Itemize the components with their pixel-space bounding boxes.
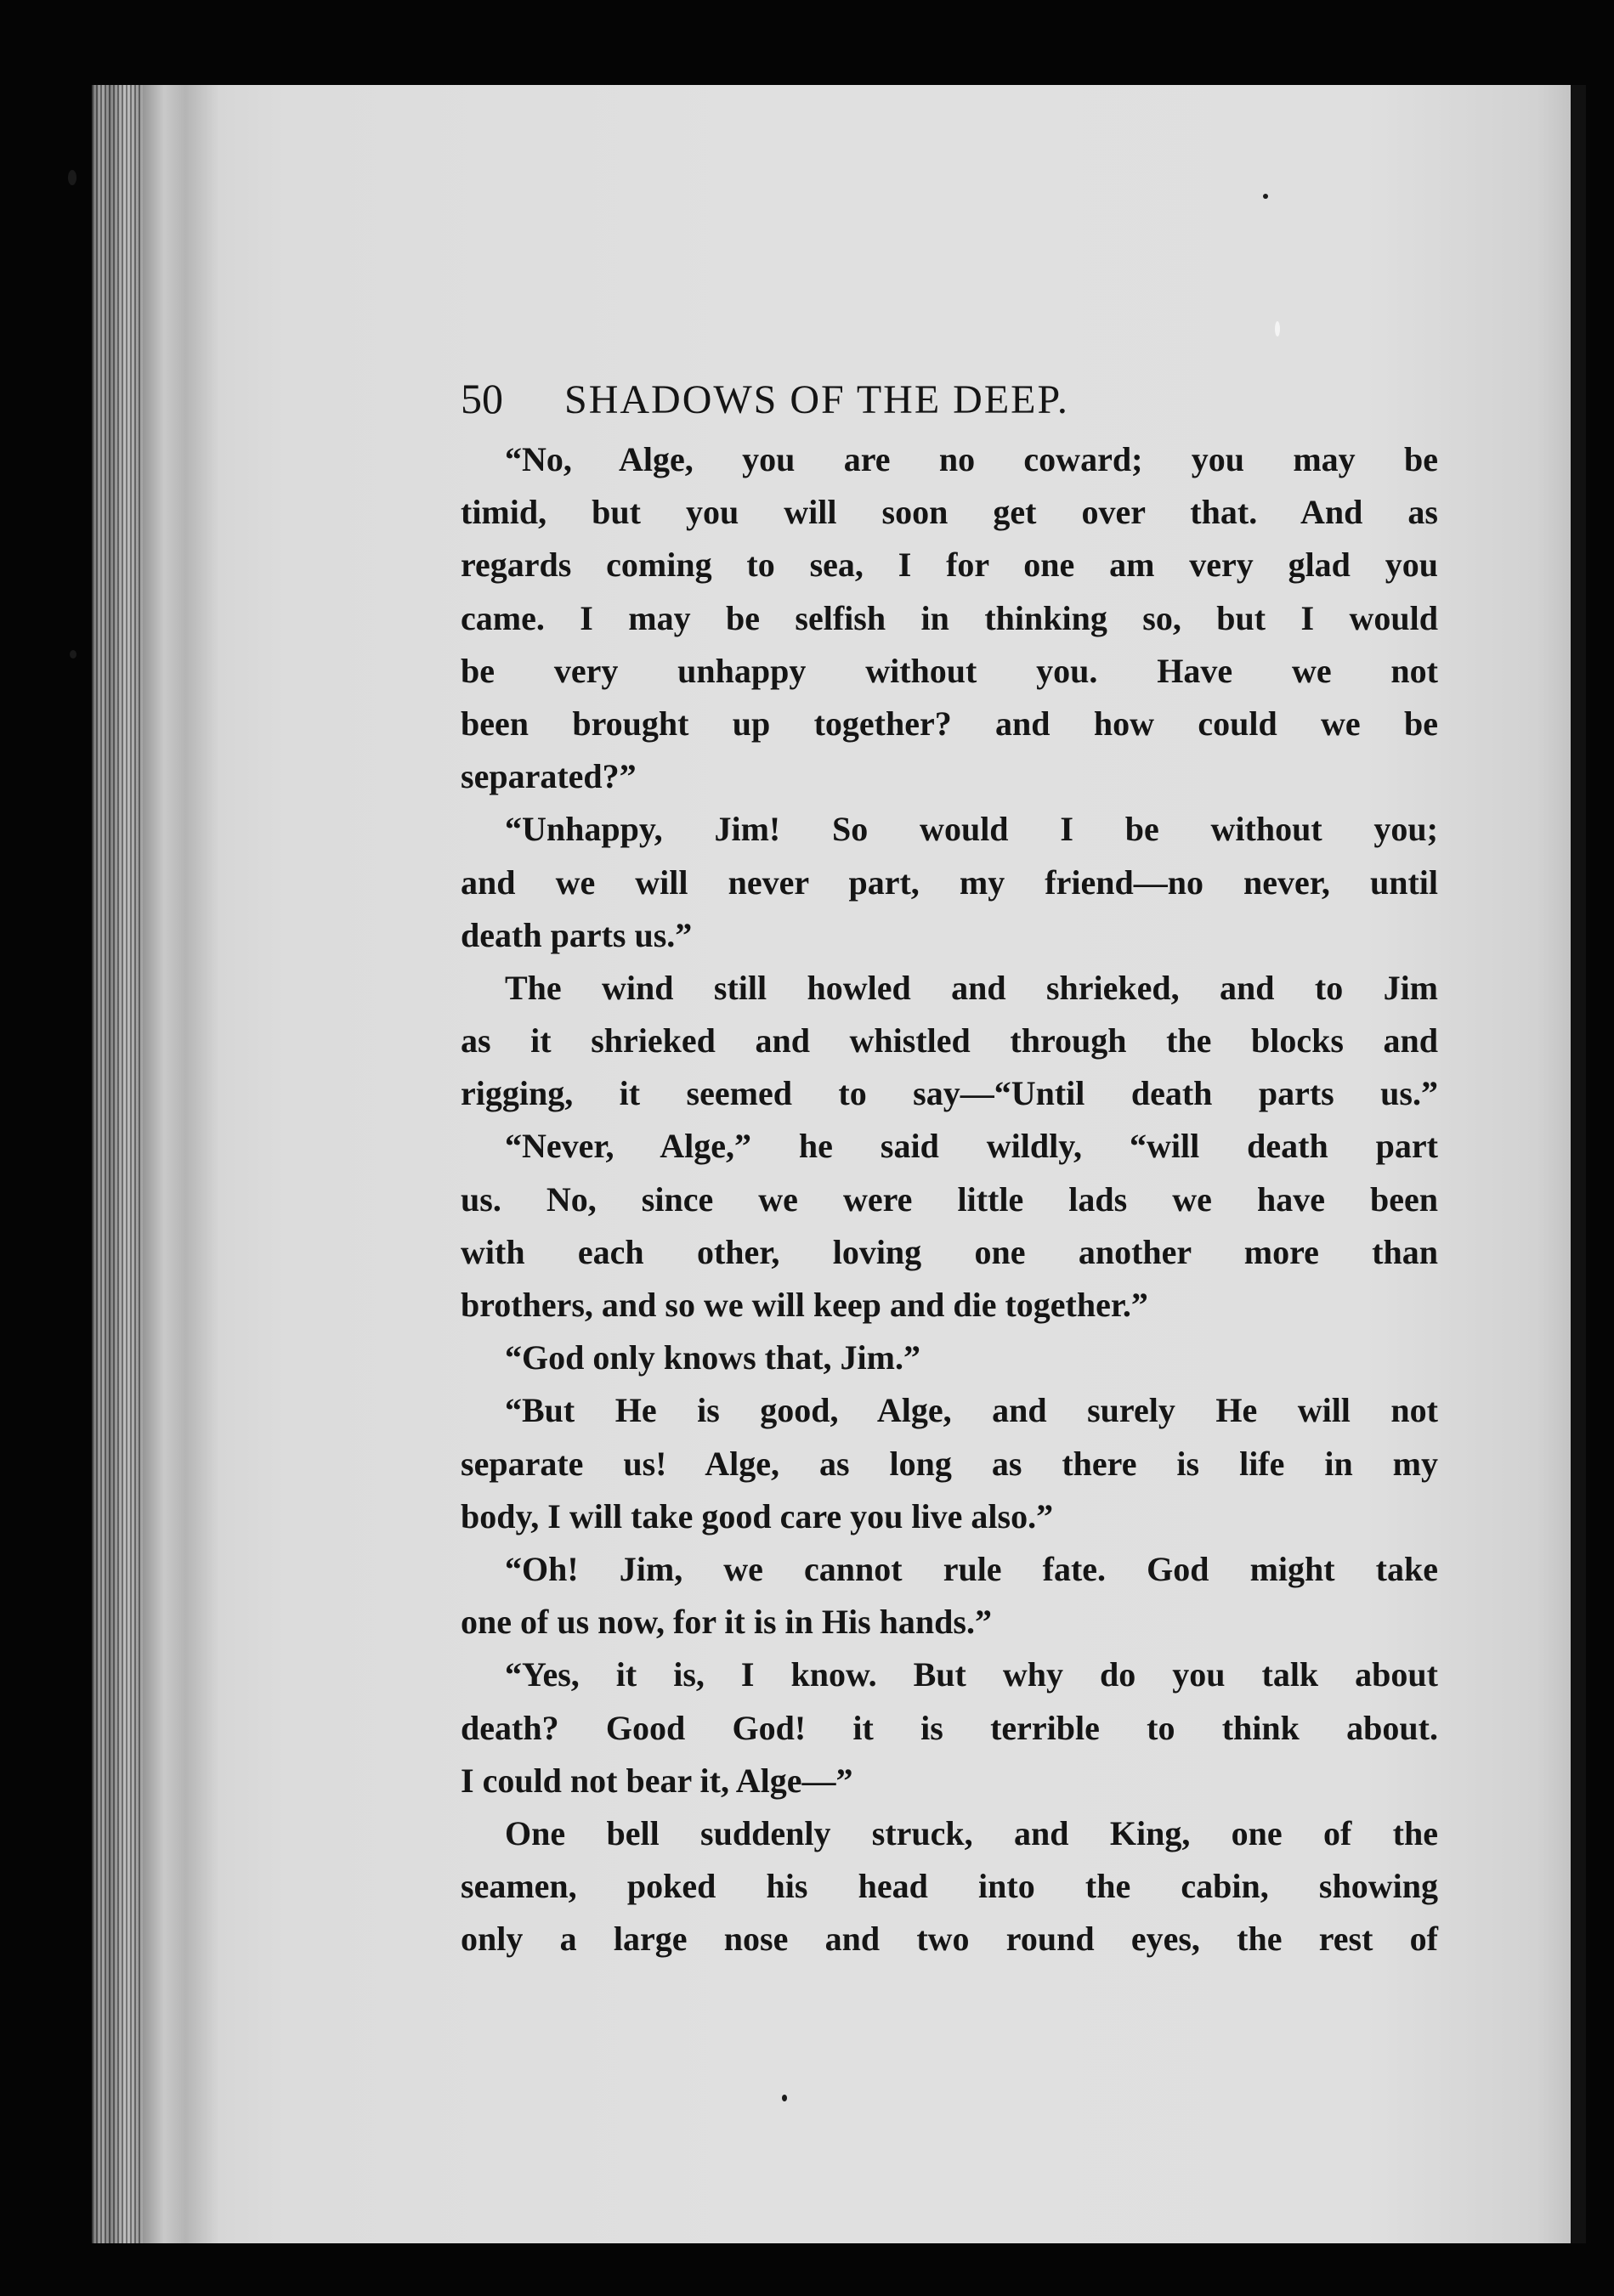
text-line: “But He is good, Alge, and surely He will not — [505, 1391, 1438, 1430]
text-line: rigging, it seemed to say—“Until death parts us.” — [461, 1074, 1438, 1113]
text-line: brothers, and so we will keep and die together.” — [461, 1286, 1148, 1324]
text-line: death? Good God! it is terrible to think about. — [461, 1708, 1438, 1747]
text-line: seamen, poked his head into the cabin, showing — [461, 1867, 1438, 1906]
page-number: 50 — [461, 375, 503, 422]
page-header — [461, 374, 1438, 425]
scan-speck — [782, 2095, 787, 2101]
text-line: regards coming to sea, I for one am very glad you — [461, 546, 1438, 585]
text-line: separate us! Alge, as long as there is life in my — [461, 1444, 1438, 1483]
text-line: “Never, Alge,” he said wildly, “will death part — [505, 1127, 1438, 1166]
text-line: “Yes, it is, I know. But why do you talk about — [505, 1655, 1438, 1694]
text-line: be very unhappy without you. Have we not — [461, 651, 1438, 690]
scan-speck — [1275, 321, 1280, 336]
text-line: separated?” — [461, 757, 637, 796]
text-line: with each other, loving one another more than — [461, 1232, 1438, 1271]
page-text — [461, 374, 1438, 1965]
scan-speck — [68, 170, 76, 185]
text-line: “Oh! Jim, we cannot rule fate. God might take — [505, 1549, 1438, 1588]
running-head: SHADOWS OF THE DEEP. — [564, 377, 1069, 422]
text-line: one of us now, for it is in His hands.” — [461, 1603, 992, 1642]
text-line: death parts us.” — [461, 915, 693, 954]
text-line: body, I will take good care you live also.” — [461, 1496, 1054, 1535]
text-line: “God only knows that, Jim.” — [505, 1338, 920, 1377]
page-edge-shadow — [92, 85, 143, 2243]
text-line: One bell suddenly struck, and King, one of the — [505, 1813, 1438, 1852]
text-line: us. No, since we were little lads we have been — [461, 1179, 1438, 1219]
text-line: been brought up together? and how could we be — [461, 704, 1438, 743]
text-line: and we will never part, my friend—no never, until — [461, 862, 1438, 902]
text-line: “No, Alge, you are no coward; you may be — [505, 440, 1438, 478]
text-line: came. I may be selfish in thinking so, but I would — [461, 598, 1438, 637]
scan-speck — [1263, 194, 1268, 199]
text-line: timid, but you will soon get over that. And as — [461, 493, 1438, 532]
text-line: “Unhappy, Jim! So would I be without you; — [505, 810, 1438, 849]
text-line: I could not bear it, Alge—” — [461, 1761, 853, 1800]
text-line: as it shrieked and whistled through the blocks and — [461, 1021, 1438, 1060]
text-line: only a large nose and two round eyes, the rest of — [461, 1920, 1438, 1959]
scan-speck — [70, 650, 76, 659]
text-line: The wind still howled and shrieked, and to Jim — [505, 968, 1438, 1007]
